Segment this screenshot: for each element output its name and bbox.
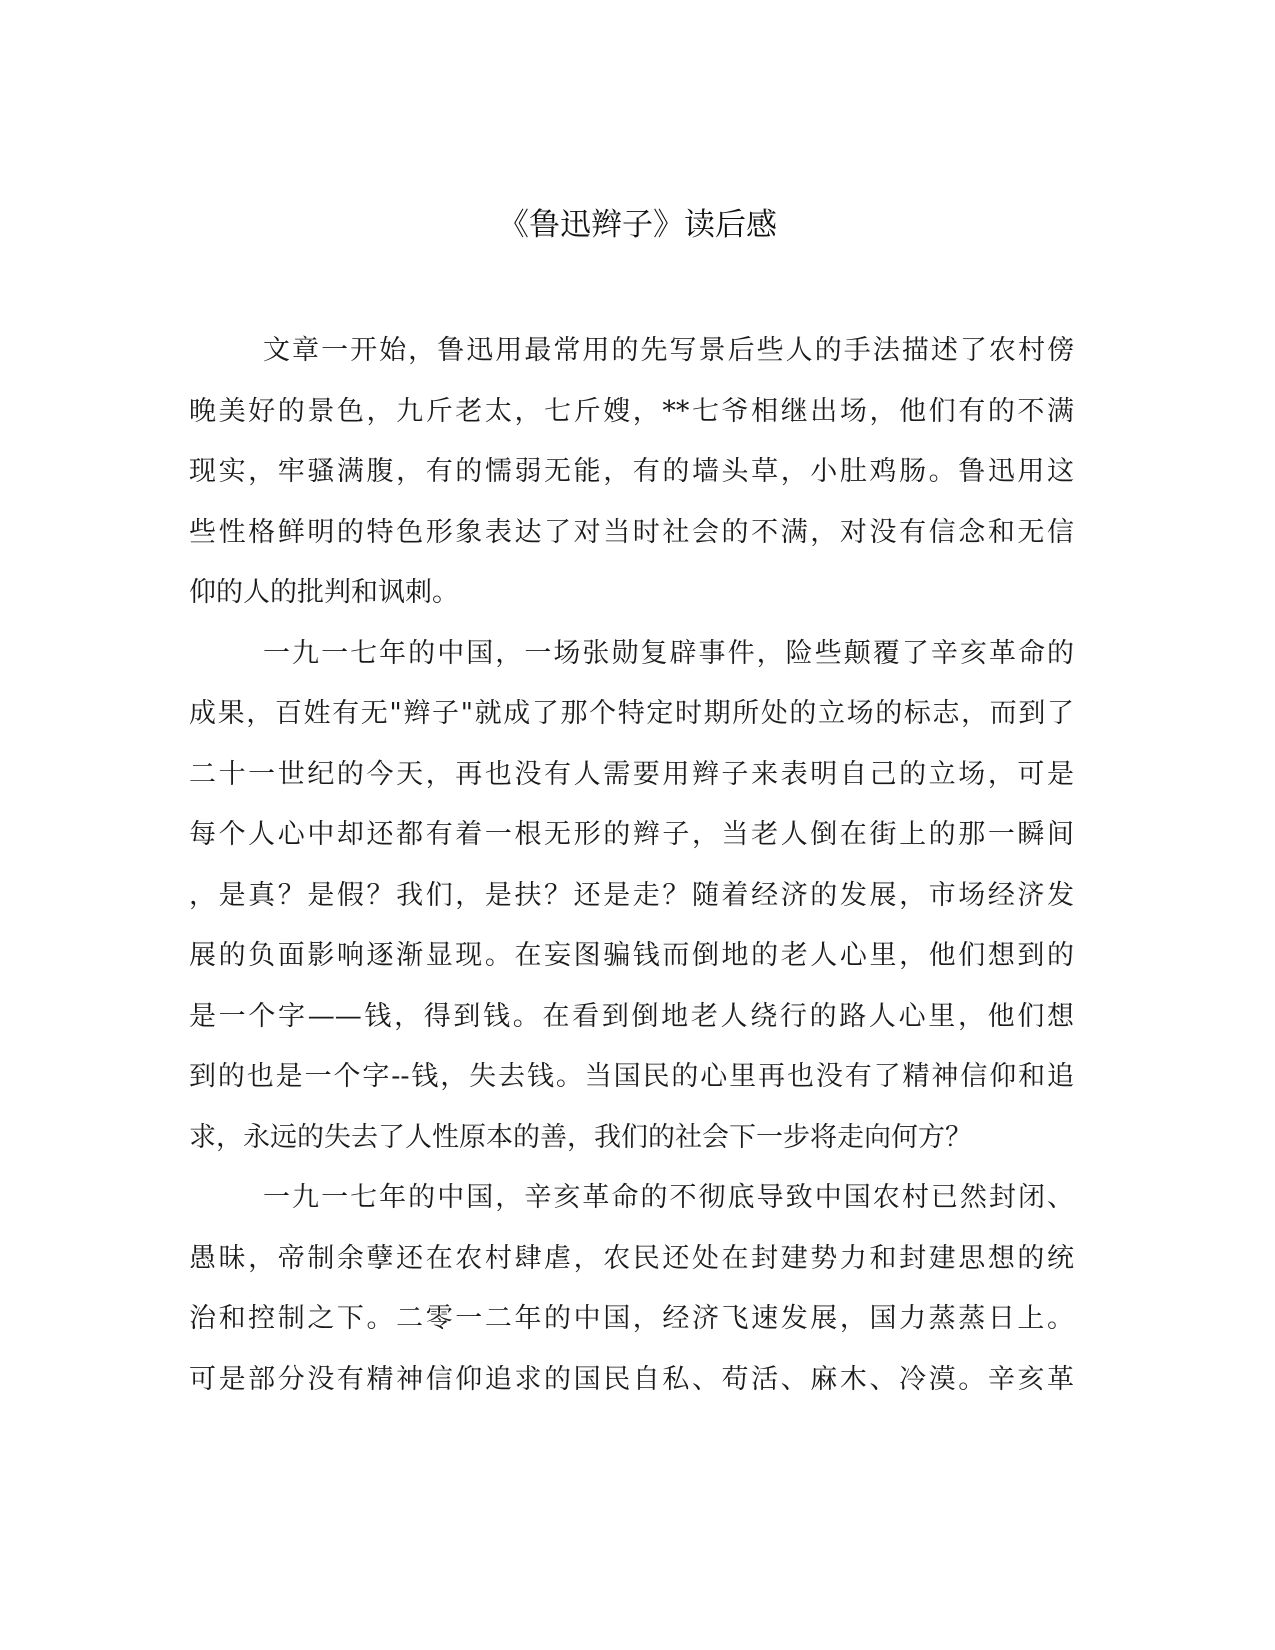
text-line: 一九一七年的中国，一场张勋复辟事件，险些颠覆了辛亥革命的 <box>263 637 1074 669</box>
text-line: 展的负面影响逐渐显现。在妄图骗钱而倒地的老人心里，他们想到的 <box>189 940 1074 971</box>
text-line: 愚昧，帝制余孽还在农村肆虐，农民还处在封建势力和封建思想的统 <box>189 1242 1074 1274</box>
text-line: 每个人心中却还都有着一根无形的辫子，当老人倒在街上的那一瞬间 <box>189 819 1074 850</box>
text-line: 成果，百姓有无"辫子"就成了那个特定时期所处的立场的标志，而到了 <box>189 698 1074 729</box>
paragraph-3 <box>189 1174 1074 1416</box>
text-line: 仰的人的批判和讽刺。 <box>189 577 459 608</box>
document-title: 《鲁迅辫子》读后感 <box>498 207 777 243</box>
document-body <box>189 327 1074 1416</box>
paragraph-1 <box>189 327 1074 630</box>
text-line: 是一个字——钱，得到钱。在看到倒地老人绕行的路人心里，他们想 <box>189 1000 1074 1032</box>
text-line: 求，永远的失去了人性原本的善，我们的社会下一步将走向何方？ <box>189 1121 972 1153</box>
text-line: 些性格鲜明的特色形象表达了对当时社会的不满，对没有信念和无信 <box>189 516 1074 548</box>
text-line: 晚美好的景色，九斤老太，七斤嫂，**七爷相继出场，他们有的不满 <box>189 395 1074 427</box>
text-line: 现实，牢骚满腹，有的懦弱无能，有的墙头草，小肚鸡肠。鲁迅用这 <box>189 456 1074 487</box>
text-line: ，是真？是假？我们，是扶？还是走？随着经济的发展，市场经济发 <box>189 879 1074 911</box>
text-line: 治和控制之下。二零一二年的中国，经济飞速发展，国力蒸蒸日上。 <box>189 1303 1074 1334</box>
text-line: 可是部分没有精神信仰追求的国民自私、苟活、麻木、冷漠。辛亥革 <box>189 1363 1074 1395</box>
text-line: 二十一世纪的今天，再也没有人需要用辫子来表明自己的立场，可是 <box>189 758 1074 790</box>
paragraph-2 <box>189 630 1074 1175</box>
text-line: 文章一开始，鲁迅用最常用的先写景后些人的手法描述了农村傍 <box>263 335 1074 366</box>
text-line: 到的也是一个字--钱，失去钱。当国民的心里再也没有了精神信仰和追 <box>189 1061 1074 1092</box>
text-line: 一九一七年的中国，辛亥革命的不彻底导致中国农村已然封闭、 <box>263 1182 1074 1213</box>
